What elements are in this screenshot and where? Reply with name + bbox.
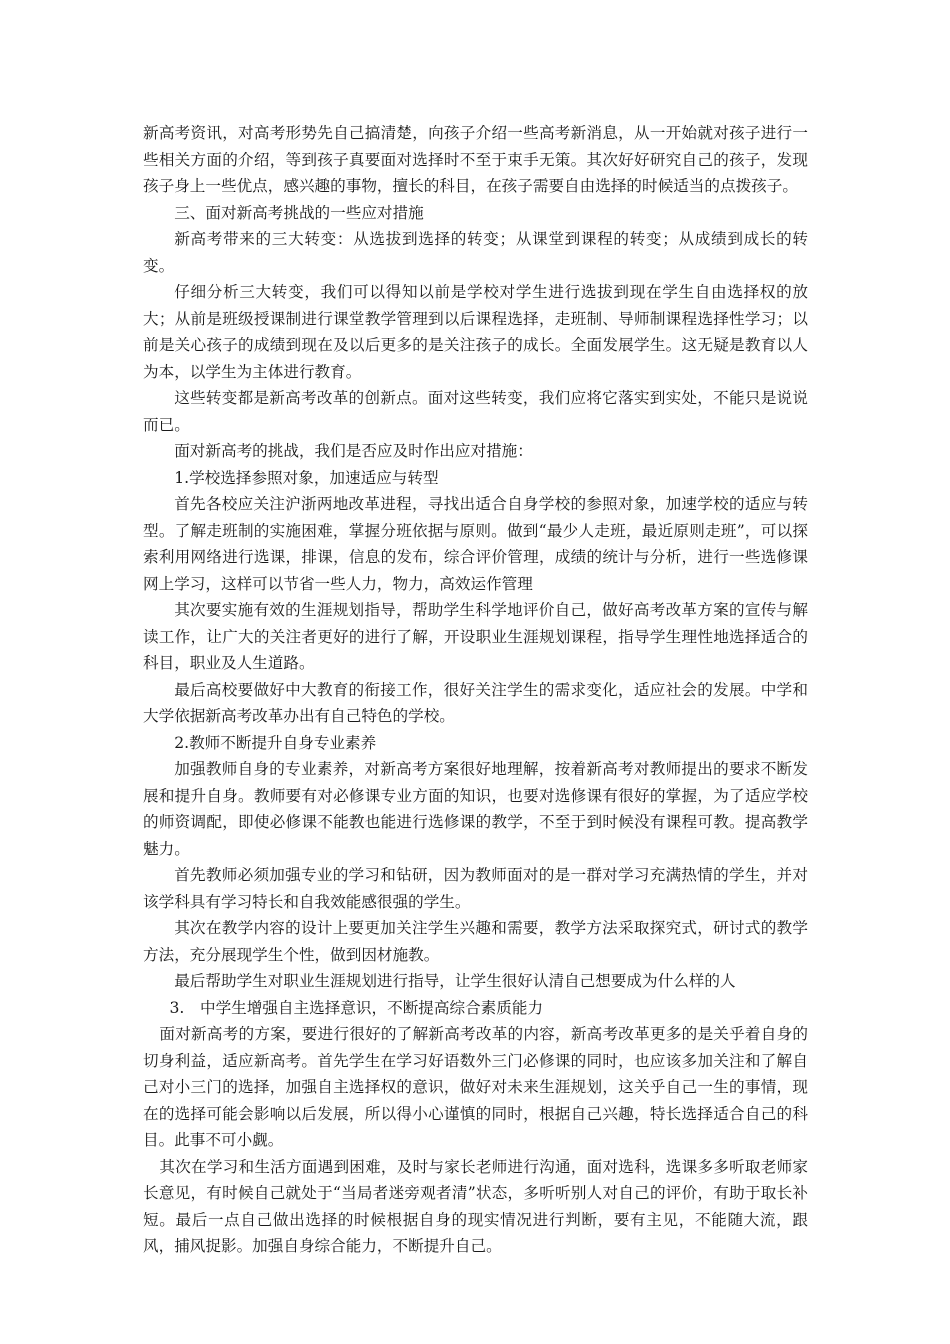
paragraph-innovation: 这些转变都是新高考改革的创新点。面对这些转变，我们应将它落实到实处，不能只是说说而已。 bbox=[143, 389, 808, 434]
paragraph-university-link: 最后高校要做好中大教育的衔接工作，很好关注学生的需求变化，适应社会的发展。中学和大学依据新高考改革办出有自己特色的学校。 bbox=[143, 680, 808, 725]
paragraph-career-planning: 其次要实施有效的生涯规划指导，帮助学生科学地评价自己，做好高考改革方案的宣传与解读工作，让广大的关注者更好的进行了解，开设职业生涯规划课程，指导学生理性地选择适合的科目，职业及人生道路。 bbox=[143, 601, 808, 672]
paragraph-student-communication: 其次在学习和生活方面遇到困难，及时与家长老师进行沟通，面对选科，选课多多听取老师家长意见，有时候自己就处于“当局者迷旁观者清”状态，多听听别人对自己的评价，有助于取长补短。最后一点自己做出选择的时候根据自身的现实情况进行判断，要有主见，不能随大流，跟风，捕风捉影。加强自身综合能力，不断提升自己。 bbox=[143, 1157, 808, 1255]
paragraph-career-guidance: 最后帮助学生对职业生涯规划进行指导，让学生很好认清自己想要成为什么样的人 bbox=[174, 972, 736, 990]
paragraph-teaching-design: 其次在教学内容的设计上要更加关注学生兴趣和需要，教学方法采取探究式，研讨式的教学方法，充分展现学生个性，做到因材施教。 bbox=[143, 919, 808, 964]
subheading-2: 2.教师不断提升自身专业素养 bbox=[174, 733, 377, 752]
paragraph-analysis: 仔细分析三大转变，我们可以得知以前是学校对学生进行选拔到现在学生自由选择权的放大；从前是班级授课制进行课堂教学管理到以后课程选择，走班制、导师制课程选择性学习；以前是关心孩子的成绩到现在及以后更多的是关注孩子的成长。全面发展学生。这无疑是教育以人为本，以学生为主体进行教育。 bbox=[143, 283, 808, 381]
section-heading-3: 三、面对新高考挑战的一些应对措施 bbox=[174, 203, 424, 222]
paragraph-intro-continuation: 新高考资讯，对高考形势先自己搞清楚，向孩子介绍一些高考新消息，从一开始就对孩子进行一些相关方面的介绍，等到孩子真要面对选择时不至于束手无策。其次好好研究自己的孩子，发现孩子身上一些优点，感兴趣的事物，擅长的科目，在孩子需要自由选择的时候适当的点拨孩子。 bbox=[143, 124, 808, 195]
paragraph-three-transformations: 新高考带来的三大转变：从选拔到选择的转变；从课堂到课程的转变；从成绩到成长的转变。 bbox=[143, 230, 808, 275]
paragraph-measures-intro: 面对新高考的挑战，我们是否应及时作出应对措施： bbox=[174, 442, 533, 460]
paragraph-student-choice: 面对新高考的方案，要进行很好的了解新高考改革的内容，新高考改革更多的是关乎着自身的切身利益，适应新高考。首先学生在学习好语数外三门必修课的同时，也应该多加关注和了解自己对小三门的选择，加强自主选择权的意识，做好对未来生涯规划，这关乎自己一生的事情，现在的选择可能会影响以后发展，所以得小心谨慎的同时，根据自己兴趣，特长选择适合自己的科目。此事不可小觑。 bbox=[143, 1025, 808, 1149]
document-body bbox=[143, 120, 808, 1260]
subheading-1: 1.学校选择参照对象，加速适应与转型 bbox=[174, 468, 439, 487]
paragraph-teacher-quality: 加强教师自身的专业素养，对新高考方案很好地理解，按着新高考对教师提出的要求不断发展和提升自身。教师要有对必修课专业方面的知识，也要对选修课有很好的掌握，为了适应学校的师资调配，即使必修课不能教也能进行选修课的教学，不至于到时候没有课程可教。提高教学魅力。 bbox=[143, 760, 808, 858]
subheading-3: 3. 中学生增强自主选择意识，不断提高综合素质能力 bbox=[169, 998, 544, 1017]
paragraph-teacher-study: 首先教师必须加强专业的学习和钻研，因为教师面对的是一群对学习充满热情的学生，并对该学科具有学习特长和自我效能感很强的学生。 bbox=[143, 866, 808, 911]
paragraph-school-reference: 首先各校应关注沪浙两地改革进程，寻找出适合自身学校的参照对象，加速学校的适应与转型。了解走班制的实施困难，掌握分班依据与原则。做到“最少人走班，最近原则走班”，可以探索利用网络进行选课，排课，信息的发布，综合评价管理，成绩的统计与分析，进行一些选修课网上学习，这样可以节省一些人力，物力，高效运作管理 bbox=[143, 495, 808, 593]
